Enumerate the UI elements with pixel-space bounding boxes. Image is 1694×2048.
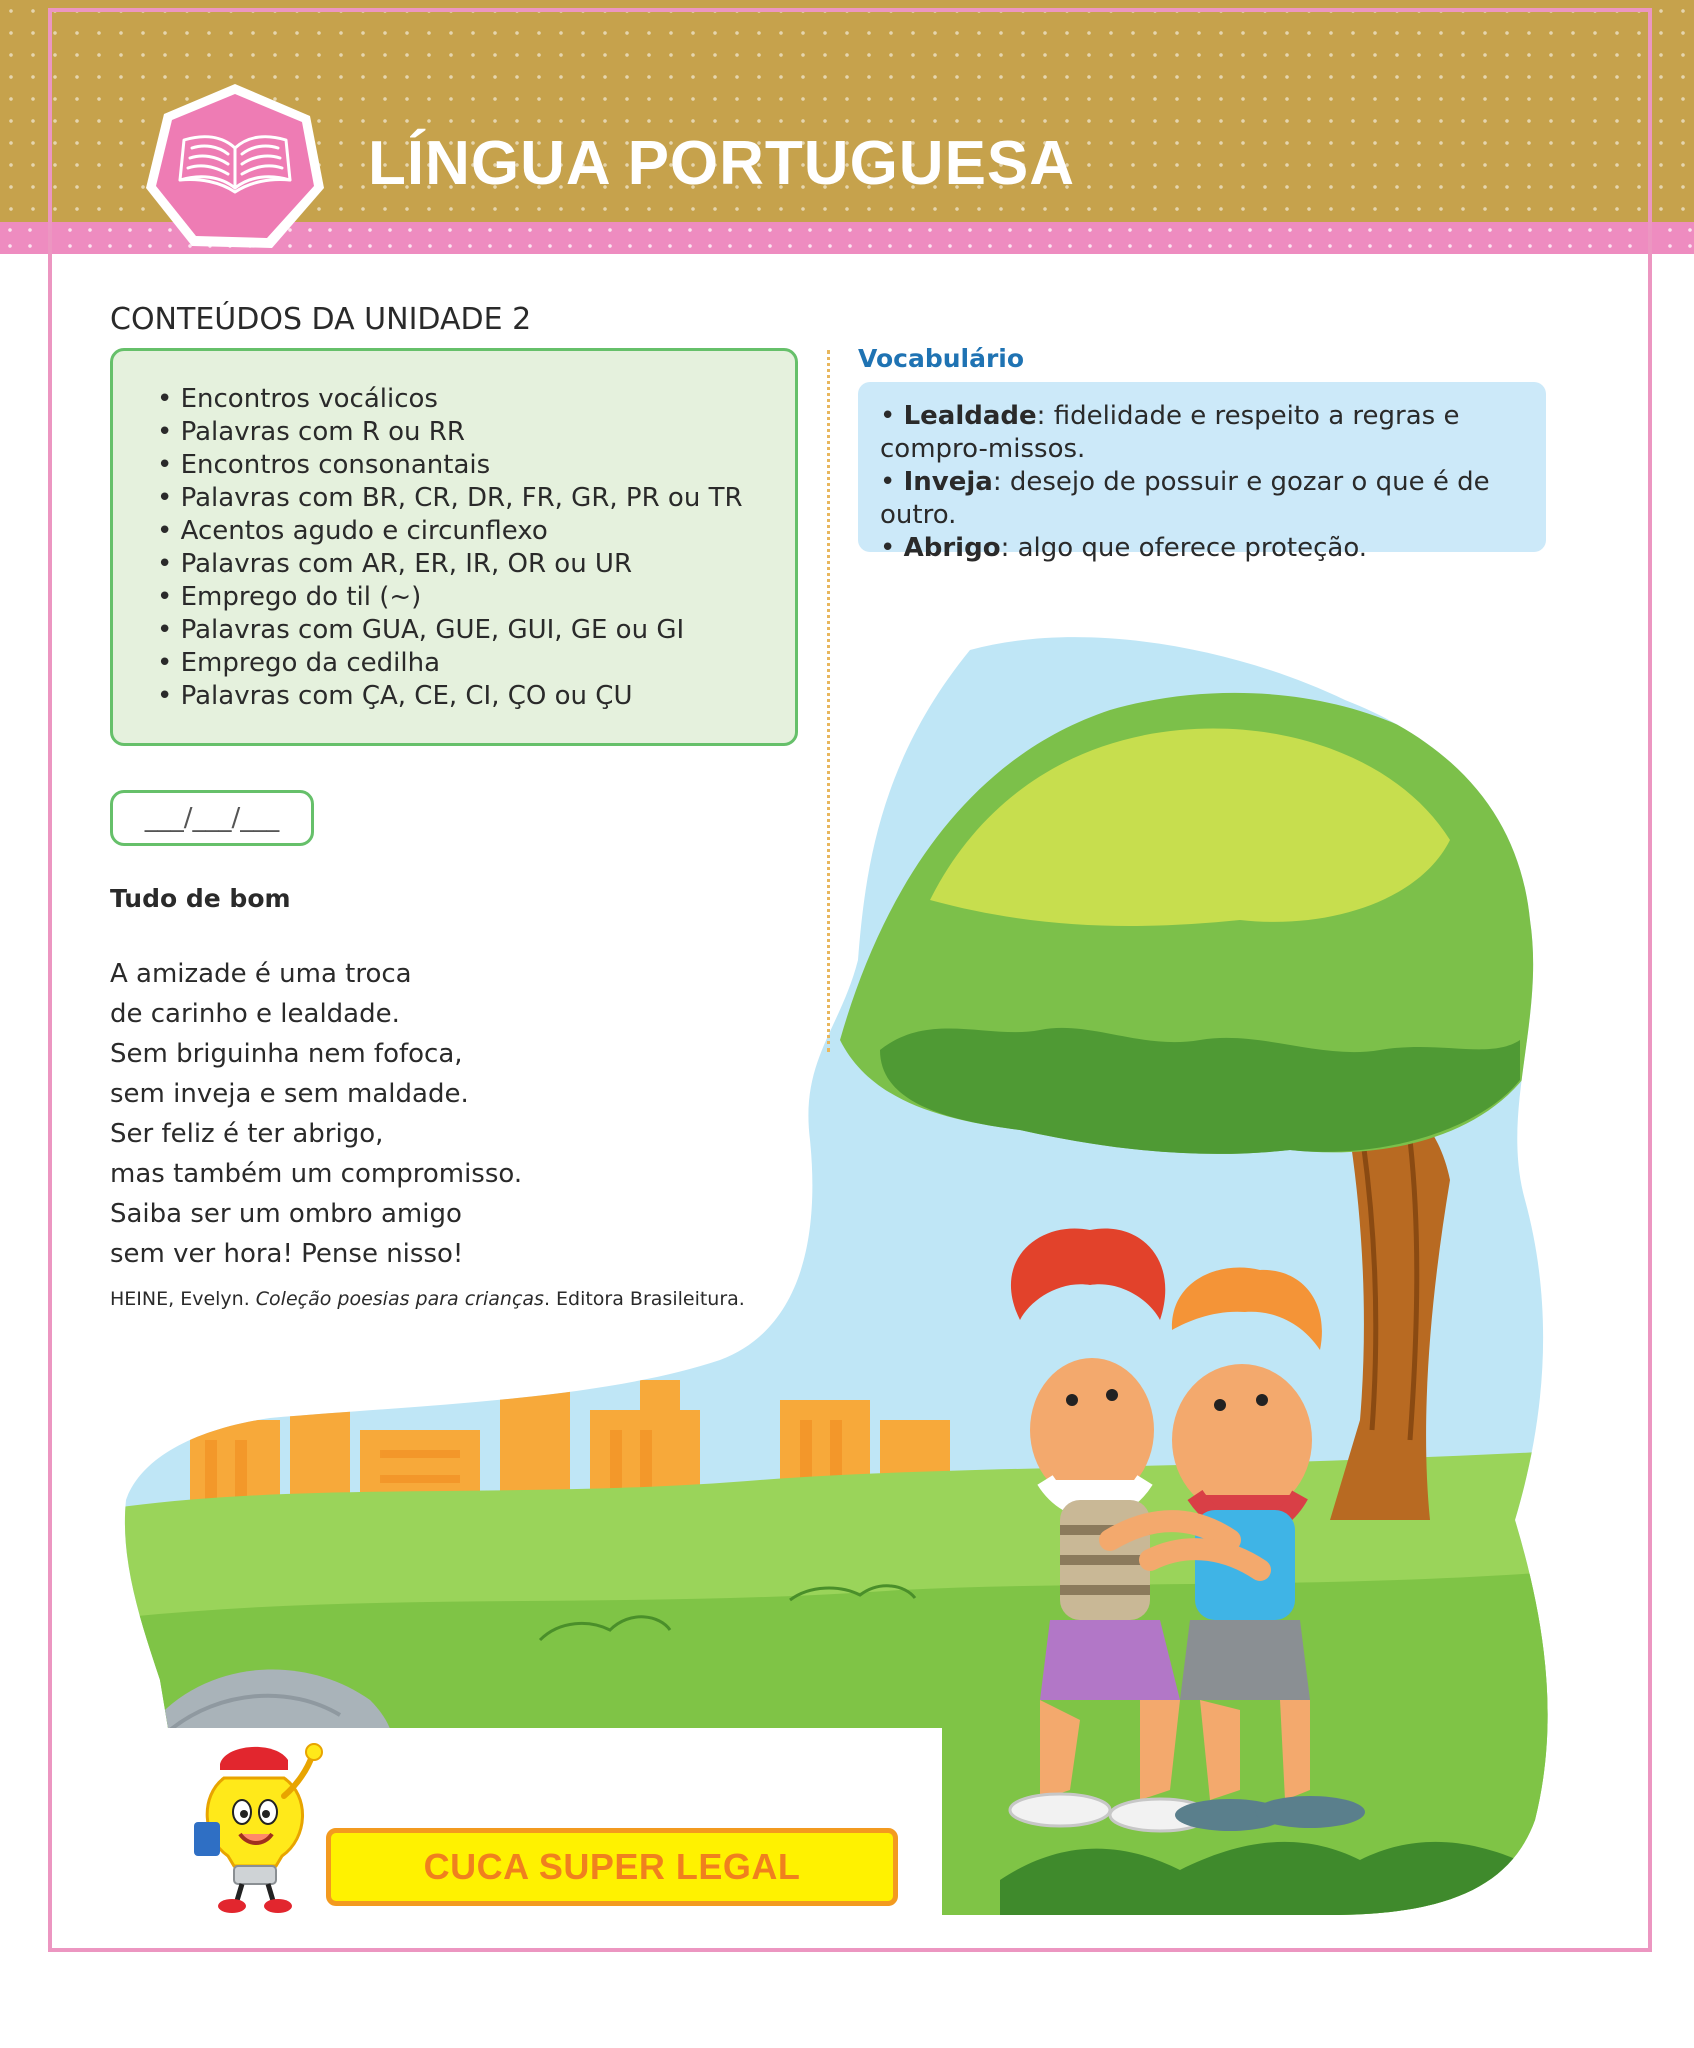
- vocabulary-entry: • Abrigo: algo que oferece proteção.: [880, 533, 1368, 563]
- poem-line: de carinho e lealdade.: [110, 999, 400, 1029]
- citation-author: HEINE, Evelyn.: [110, 1288, 256, 1310]
- poem-line: Saiba ser um ombro amigo: [110, 1199, 462, 1229]
- poem-citation: [110, 1288, 745, 1310]
- poem-line: mas também um compromisso.: [110, 1159, 523, 1189]
- poem-line: sem inveja e sem maldade.: [110, 1079, 469, 1109]
- contents-box: [110, 348, 798, 746]
- brand-label: CUCA SUPER LEGAL: [423, 1846, 801, 1887]
- vocabulary-definition: : fidelidade e respeito a regras e compro-missos.: [880, 401, 1460, 464]
- date-field[interactable]: ___/___/___: [110, 790, 314, 846]
- vocabulary-entry: • Inveja: desejo de possuir e gozar o que é de outro.: [880, 467, 1490, 530]
- contents-item: • Encontros vocálicos: [157, 383, 785, 416]
- vocabulary-box: [858, 382, 1546, 563]
- contents-item: • Palavras com AR, ER, IR, OR ou UR: [157, 548, 785, 581]
- poem-line: A amizade é uma troca: [110, 959, 412, 989]
- vocabulary-definition: : algo que oferece proteção.: [1000, 533, 1368, 563]
- brand-banner: [326, 1828, 898, 1906]
- contents-item: • Emprego da cedilha: [157, 647, 785, 680]
- column-divider: [827, 350, 830, 1052]
- poem-line: sem ver hora! Pense nisso!: [110, 1239, 464, 1269]
- page-title: LÍNGUA PORTUGUESA: [368, 129, 1076, 198]
- contents-item: • Palavras com ÇA, CE, CI, ÇO ou ÇU: [157, 680, 785, 713]
- poem-text: [110, 954, 522, 1274]
- vocabulary-term: Abrigo: [903, 533, 1001, 563]
- contents-item: • Palavras com R ou RR: [157, 416, 785, 449]
- vocabulary-term: Inveja: [903, 467, 993, 497]
- citation-work: Coleção poesias para crianças: [255, 1288, 544, 1310]
- contents-item: • Palavras com GUA, GUE, GUI, GE ou GI: [157, 614, 785, 647]
- lightbulb-mascot-icon: [180, 1726, 330, 1916]
- contents-item: • Encontros consonantais: [157, 449, 785, 482]
- citation-publisher: . Editora Brasileitura.: [543, 1288, 745, 1310]
- vocabulary-title: Vocabulário: [858, 344, 1025, 373]
- contents-item: • Palavras com BR, CR, DR, FR, GR, PR ou TR: [157, 482, 785, 515]
- vocabulary-term: Lealdade: [903, 401, 1037, 431]
- contents-item: • Emprego do til (~): [157, 581, 785, 614]
- contents-heading: CONTEÚDOS DA UNIDADE 2: [110, 302, 532, 337]
- poem-line: Ser feliz é ter abrigo,: [110, 1119, 384, 1149]
- poem-line: Sem briguinha nem fofoca,: [110, 1039, 463, 1069]
- vocabulary-definition: : desejo de possuir e gozar o que é de outro.: [880, 467, 1490, 530]
- contents-list: [157, 383, 785, 713]
- contents-item: • Acentos agudo e circunflexo: [157, 515, 785, 548]
- vocabulary-entry: • Lealdade: fidelidade e respeito a regras e compro-missos.: [880, 401, 1460, 464]
- poem-title: Tudo de bom: [110, 884, 291, 913]
